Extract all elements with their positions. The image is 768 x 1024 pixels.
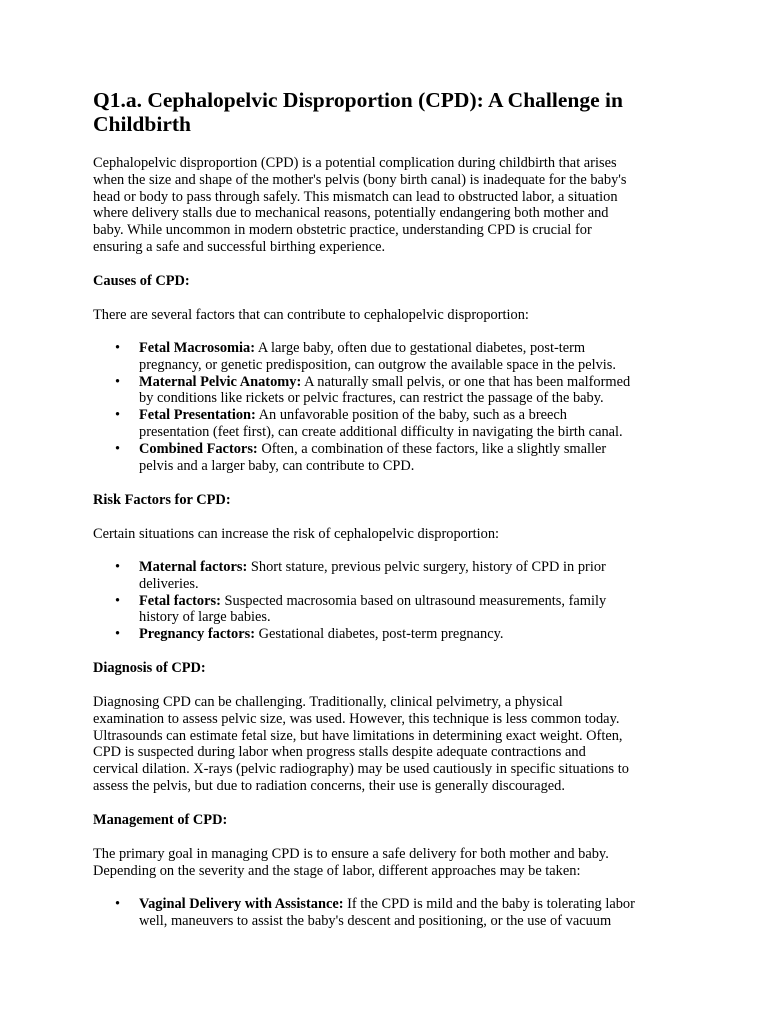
- page-title: [93, 88, 693, 136]
- list-item: • Fetal Presentation: An unfavorable position of the baby, such as a breech presentation (feet first), can create additional difficulty in navigating the birth canal.: [115, 407, 630, 441]
- intro-line: when the size and shape of the mother's pelvis (bony birth canal) is inadequate for the baby's: [93, 171, 627, 188]
- risk-list: [115, 559, 606, 643]
- diagnosis-line: assess the pelvis, but due to radiation concerns, their use is generally discouraged.: [93, 777, 565, 794]
- list-item: • Vaginal Delivery with Assistance: If the CPD is mild and the baby is tolerating labor well, maneuvers to assist the baby's descent and positioning, or the use of vacuum: [115, 896, 635, 930]
- list-item-term: Fetal factors:: [139, 592, 221, 609]
- intro-line: where delivery stalls due to mechanical reasons, potentially endangering both mother and: [93, 205, 609, 222]
- management-line: Depending on the severity and the stage of labor, different approaches may be taken:: [93, 862, 581, 879]
- intro-line: Cephalopelvic disproportion (CPD) is a potential complication during childbirth that arises: [93, 155, 617, 171]
- intro-paragraph: [93, 155, 626, 256]
- management-line: The primary goal in managing CPD is to ensure a safe delivery for both mother and baby.: [93, 846, 609, 862]
- list-item-term: Pregnancy factors:: [139, 626, 256, 643]
- diagnosis-line: Ultrasounds can estimate fetal size, but have limitations in determining exact weight. Often,: [93, 727, 623, 744]
- diagnosis-heading: Diagnosis of CPD:: [93, 660, 206, 676]
- intro-line: baby. While uncommon in modern obstetric practice, understanding CPD is crucial for: [93, 222, 592, 239]
- causes-heading: Causes of CPD:: [93, 273, 190, 289]
- diagnosis-paragraph: [93, 694, 629, 795]
- risk-intro: Certain situations can increase the risk of cephalopelvic disproportion:: [93, 526, 500, 542]
- list-item-term: Combined Factors:: [139, 440, 258, 457]
- list-item: • Maternal factors: Short stature, previous pelvic surgery, history of CPD in prior deliveries.: [115, 559, 606, 593]
- list-item: • Fetal factors: Suspected macrosomia based on ultrasound measurements, family history of large babies.: [115, 593, 606, 627]
- list-item: • Fetal Macrosomia: A large baby, often due to gestational diabetes, post-term pregnancy, or genetic predisposition, can outgrow the available space in the pelvis.: [115, 340, 630, 374]
- management-heading: Management of CPD:: [93, 812, 228, 828]
- management-list: [115, 896, 635, 930]
- causes-intro: There are several factors that can contribute to cephalopelvic disproportion:: [93, 307, 529, 323]
- diagnosis-line: examination to assess pelvic size, was used. However, this technique is less common today.: [93, 710, 620, 727]
- intro-line: head or body to pass through safely. This mismatch can lead to obstructed labor, a situation: [93, 188, 618, 205]
- causes-list: [115, 340, 630, 474]
- list-item: • Pregnancy factors: Gestational diabetes, post-term pregnancy.: [115, 626, 606, 643]
- diagnosis-line: Diagnosing CPD can be challenging. Traditionally, clinical pelvimetry, a physical: [93, 694, 563, 710]
- list-item-term: Fetal Macrosomia:: [139, 340, 256, 356]
- list-item-term: Maternal factors:: [139, 559, 248, 575]
- management-paragraph: [93, 846, 609, 880]
- risk-heading: Risk Factors for CPD:: [93, 492, 231, 508]
- list-item-term: Maternal Pelvic Anatomy:: [139, 373, 302, 390]
- list-item: • Maternal Pelvic Anatomy: A naturally small pelvis, or one that has been malformed by conditions like rickets or pelvic fractures, can restrict the passage of the baby.: [115, 374, 630, 408]
- intro-line: ensuring a safe and successful birthing experience.: [93, 238, 386, 255]
- title-line-1: Q1.a. Cephalopelvic Disproportion (CPD): A Challenge in: [93, 88, 623, 112]
- title-line-2: Childbirth: [93, 112, 191, 136]
- diagnosis-line: cervical dilation. X-rays (pelvic radiography) may be used cautiously in specific situations to: [93, 761, 629, 778]
- list-item-term: Vaginal Delivery with Assistance:: [139, 896, 344, 912]
- list-item: • Combined Factors: Often, a combination of these factors, like a slightly smaller pelvis and a larger baby, can contribute to CPD.: [115, 441, 630, 475]
- list-item-term: Fetal Presentation:: [139, 407, 256, 424]
- diagnosis-line: CPD is suspected during labor when progress stalls despite adequate contractions and: [93, 744, 586, 761]
